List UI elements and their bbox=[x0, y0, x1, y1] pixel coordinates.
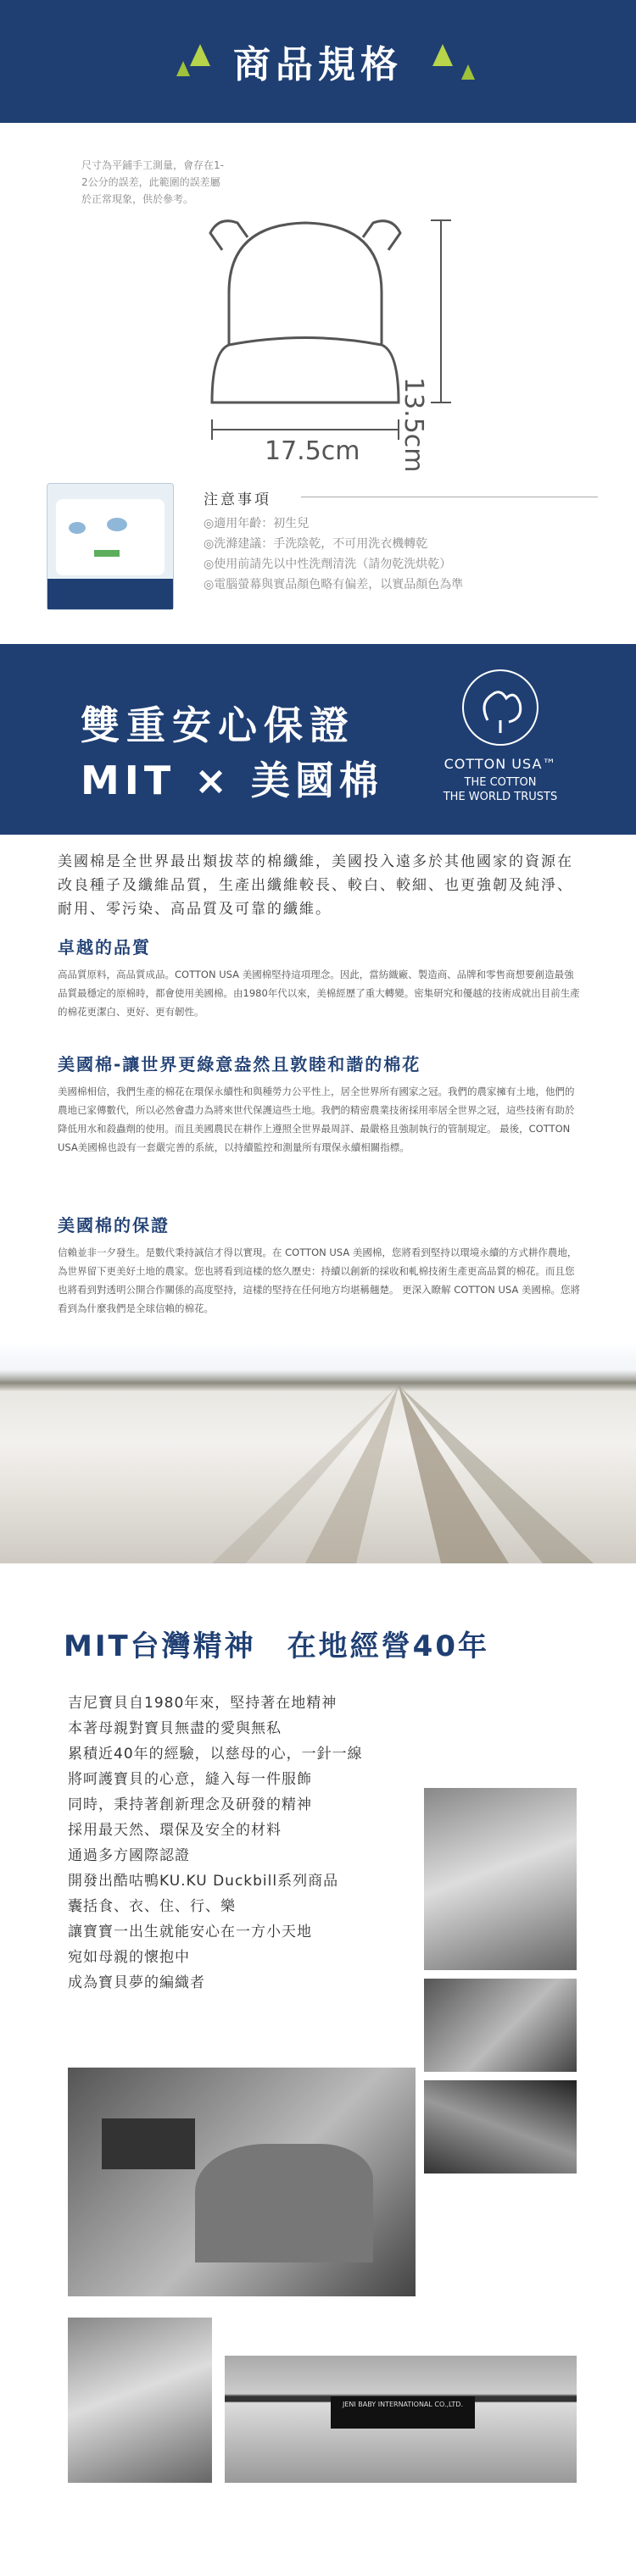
spec-diagram bbox=[0, 123, 636, 479]
caution-item: ◎適用年齡：初生兒 bbox=[204, 517, 310, 530]
logo-brand-text: COTTON USA™ bbox=[444, 756, 557, 772]
section-text: 信賴並非一夕發生。是數代秉持誠信才得以實現。在 COTTON USA 美國棉，您將看到堅持以環境永續的方式耕作農地，為世界留下更美好土地的農家。您也將看到這樣的悠久歷史：持續以創新的採收和軋棉技術生產更高品質的棉花。而且您也將看到對透明公開合作關係的高度堅持，這樣的堅持在任何地方均堪稱翹楚。 更深入瞭解 COTTON USA 美國棉。您將看到為什麼我們是全球信賴的棉花。 bbox=[58, 1246, 580, 1314]
caution-item: ◎電腦螢幕與實品顏色略有偏差，以實品顏色為準 bbox=[204, 578, 464, 591]
tree-icon bbox=[432, 44, 453, 66]
cautions-block bbox=[204, 487, 602, 595]
mit-title: MIT台灣精神 在地經營40年 bbox=[64, 1629, 489, 1663]
quality-check-photo bbox=[424, 2080, 577, 2174]
cotton-boll-icon bbox=[462, 669, 538, 746]
sewing-machine-photo bbox=[68, 2068, 416, 2296]
building-sign: JENI BABY INTERNATIONAL CO.,LTD. bbox=[331, 2396, 475, 2429]
spec-header bbox=[0, 0, 636, 123]
caution-item: ◎使用前請先以中性洗劑清洗（請勿乾洗烘乾） bbox=[204, 558, 452, 571]
section-title: 美國棉-讓世界更綠意盎然且敦睦和諧的棉花 bbox=[58, 1054, 421, 1074]
spec-title: 商品規格 bbox=[233, 43, 403, 86]
quality-section bbox=[58, 934, 580, 1021]
logo-tagline-1: THE COTTON bbox=[464, 776, 537, 789]
brand-story: 吉尼寶貝自1980年來，堅持著在地精神 本著母親對寶貝無盡的愛與無私 累積近40年的經驗，以慈母的心，一針一線 將呵護寶貝的心意，縫入每一件服飾 同時，秉持著創新理念及研發的精神 採用最天然、環保及安全的材料 通過多方國際認證 開發出酷咕鴨KU.KU Duckbill系列商品 囊括食、衣、住、行、樂 讓寶寶一出生就能安心在一方小天地 宛如母親的懷抱中 成為寶貝夢的編織者 bbox=[68, 1695, 363, 1991]
banner-subheadline: MIT × 美國棉 bbox=[81, 758, 383, 803]
product-package-image bbox=[47, 483, 174, 610]
sewing-worker-photo bbox=[424, 1788, 577, 1970]
cautions-title: 注意事項 bbox=[204, 491, 271, 508]
mit-section bbox=[0, 1606, 636, 2576]
tree-icon bbox=[190, 44, 210, 66]
hat-outline-drawing bbox=[0, 123, 636, 479]
measurement-note: 尺寸為平鋪手工測量，會存在1-2公分的誤差，此範圍的誤差屬於正常現象，供於參考。 bbox=[81, 159, 224, 205]
company-building-photo bbox=[225, 2356, 577, 2483]
height-dimension: 13.5cm bbox=[399, 377, 428, 473]
section-title: 卓越的品質 bbox=[58, 937, 151, 958]
logo-tagline-2: THE WORLD TRUSTS bbox=[443, 791, 558, 803]
factory-workers-photo bbox=[424, 1979, 577, 2072]
intro-paragraph: 美國棉是全世界最出類拔萃的棉纖維，美國投入遠多於其他國家的資源在改良種子及纖維品質，生產出纖維較長、較白、較細、也更強韌及純淨、耐用、零污染、高品質及可靠的纖維。 bbox=[58, 853, 573, 918]
fabric-stack-photo bbox=[68, 2318, 212, 2483]
section-title: 美國棉的保證 bbox=[58, 1215, 170, 1235]
tree-icon bbox=[176, 61, 190, 76]
tree-icon bbox=[461, 64, 475, 80]
cotton-field-photo bbox=[0, 1343, 636, 1563]
green-cotton-section bbox=[58, 1051, 580, 1157]
guarantee-banner bbox=[0, 644, 636, 835]
caution-item: ◎洗滌建議：手洗陰乾，不可用洗衣機轉乾 bbox=[204, 537, 428, 551]
section-text: 高品質原料，高品質成品。COTTON USA 美國棉堅持這項理念。因此，當紡織廠、製造商、品牌和零售商想要創造最強品質最穩定的原棉時，都會使用美國棉。由1980年代以來，美棉經歷了重大轉變。密集研究和優越的技術成就出目前生產的棉花更潔白、更好、更有韌性。 bbox=[58, 969, 580, 1018]
cotton-usa-logo bbox=[432, 669, 568, 822]
width-dimension: 17.5cm bbox=[265, 436, 360, 466]
guarantee-section bbox=[58, 1212, 580, 1318]
section-text: 美國棉相信，我們生產的棉花在環保永續性和與種勞力公平性上，居全世界所有國家之冠。我們的農家擁有土地，他們的農地已家傳數代，所以必然會盡力為將來世代保護這些土地。我們的精密農業技術採用率居全世界之冠，這些技術有助於降低用水和殺蟲劑的使用。而且美國農民在耕作上遵照全世界最周詳、最嚴格且強制執行的管制規定。 最後，COTTON USA美國棉也設有一套嚴完善的系統，以持續監控和測量所有環保永續相關指標。 bbox=[58, 1085, 575, 1153]
banner-headline: 雙重安心保證 bbox=[81, 702, 355, 748]
